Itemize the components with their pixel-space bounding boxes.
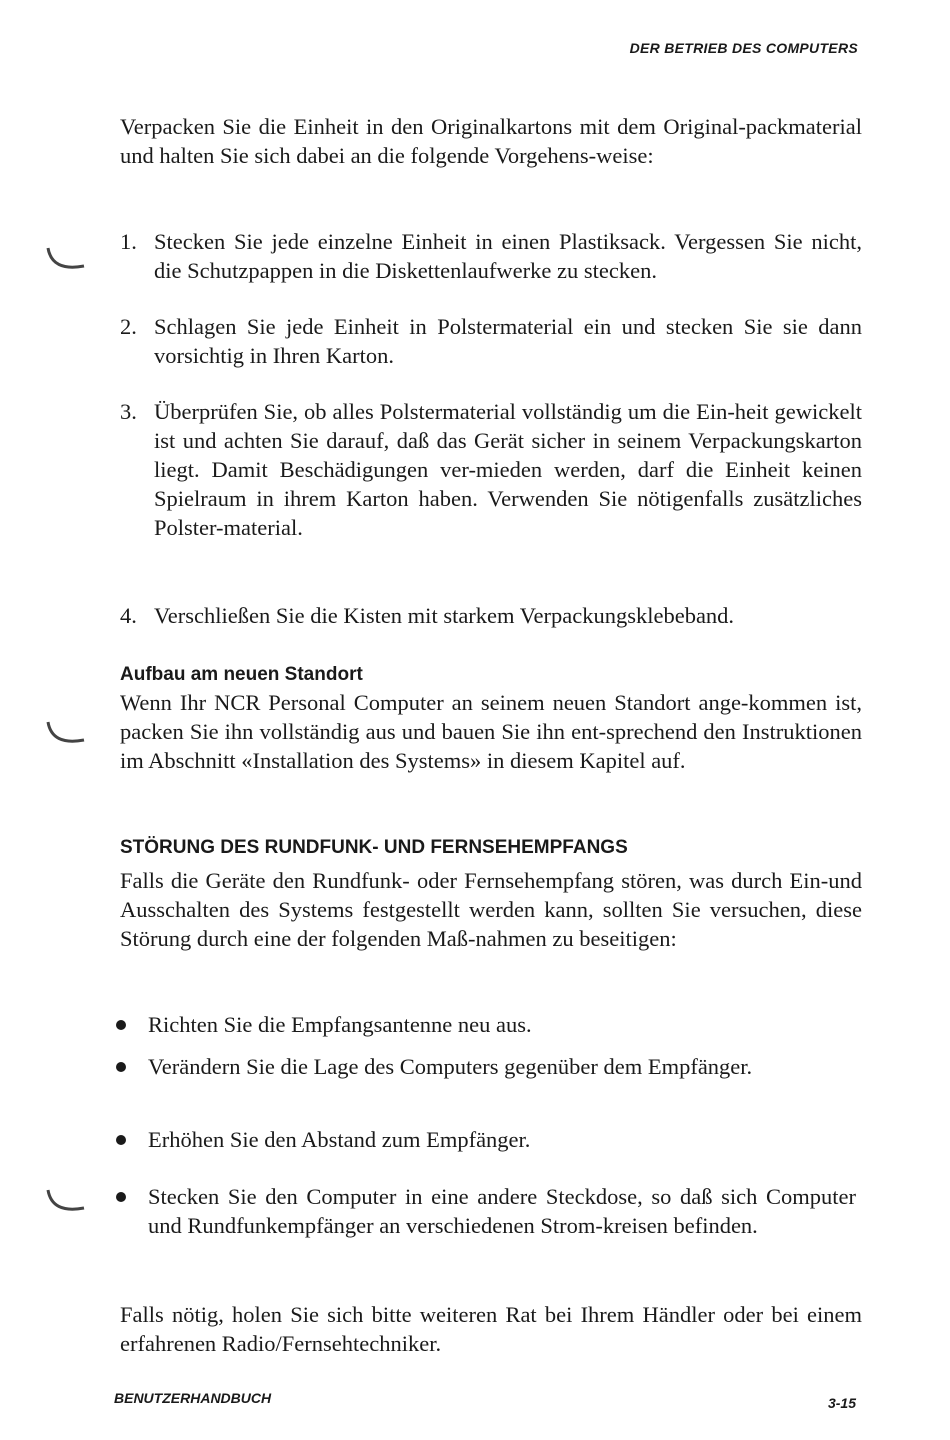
step-item: [120, 312, 862, 370]
step-number: 3.: [120, 399, 137, 424]
section-new-location-text: Wenn Ihr NCR Personal Computer an seinem neuen Standort ange-kommen ist, packen Sie ihn vollständig aus und bauen Sie ihn ent-sprechend den Instruktionen im Abschnitt «Installation des Systems» in diesem Kapitel auf.: [120, 690, 862, 773]
step-item: [120, 397, 862, 542]
bullet-item: [116, 1052, 856, 1081]
step-item: [120, 227, 862, 285]
step-text: Schlagen Sie jede Einheit in Polstermaterial ein und stecken Sie sie dann vorsichtig in Ihren Karton.: [154, 314, 862, 368]
footer-manual-title: BENUTZERHANDBUCH: [114, 1390, 272, 1406]
step-number: 2.: [120, 314, 137, 339]
bullet-item: [116, 1125, 856, 1154]
bullet-dot: [116, 1192, 126, 1202]
section-heading-new-location: Aufbau am neuen Standort: [120, 664, 363, 685]
bullet-text: Richten Sie die Empfangsantenne neu aus.: [148, 1012, 532, 1037]
bullet-text: Verändern Sie die Lage des Computers gegenüber dem Empfänger.: [148, 1054, 753, 1079]
bullet-text: Stecken Sie den Computer in eine andere Steckdose, so daß sich Computer und Rundfunkempfänger an verschiedenen Strom-kreisen befinden.: [148, 1184, 856, 1238]
bullet-text: Erhöhen Sie den Abstand zum Empfänger.: [148, 1127, 531, 1152]
closing-paragraph: [120, 1300, 862, 1358]
bullet-dot: [116, 1135, 126, 1145]
closing-text: Falls nötig, holen Sie sich bitte weiteren Rat bei Ihrem Händler oder bei einem erfahrenen Radio/Fernsehtechniker.: [120, 1302, 862, 1356]
bullet-item: [116, 1010, 856, 1039]
step-text: Stecken Sie jede einzelne Einheit in einen Plastiksack. Vergessen Sie nicht, die Schutzpappen in die Diskettenlaufwerke zu stecken.: [154, 229, 862, 283]
running-header: DER BETRIEB DES COMPUTERS: [629, 40, 858, 56]
page-number: 3-15: [827, 1395, 856, 1411]
binder-hole-mark-3: [44, 1186, 92, 1216]
intro-paragraph: [120, 112, 862, 170]
step-number: 4.: [120, 603, 137, 628]
section-new-location-body: [120, 688, 862, 775]
step-number: 1.: [120, 229, 137, 254]
section-interference-body: [120, 866, 862, 953]
bullet-item: [116, 1182, 856, 1240]
step-text: Überprüfen Sie, ob alles Polstermaterial vollständig um die Ein-heit gewickelt ist und achten Sie darauf, daß das Gerät sicher in seinem Verpackungskarton liegt. Damit Beschädigungen ver-mieden werden, darf die Einheit keinen Spielraum in ihrem Karton haben. Verwenden Sie nötigenfalls zusätzliches Polster-material.: [154, 399, 862, 540]
intro-text: Verpacken Sie die Einheit in den Originalkartons mit dem Original-packmaterial und halten Sie sich dabei an die folgende Vorgehens-weise:: [120, 114, 862, 168]
step-item: [120, 601, 862, 630]
section-interference-text: Falls die Geräte den Rundfunk- oder Fernsehempfang stören, was durch Ein-und Ausschalten des Systems festgestellt werden kann, sollten Sie versuchen, diese Störung durch eine der folgenden Maß-nahmen zu beseitigen:: [120, 868, 862, 951]
bullet-dot: [116, 1020, 126, 1030]
step-text: Verschließen Sie die Kisten mit starkem Verpackungsklebeband.: [154, 603, 735, 628]
binder-hole-mark-2: [44, 718, 92, 748]
section-heading-interference: STÖRUNG DES RUNDFUNK- UND FERNSEHEMPFANGS: [120, 837, 628, 858]
bullet-dot: [116, 1062, 126, 1072]
binder-hole-mark-1: [44, 244, 92, 274]
